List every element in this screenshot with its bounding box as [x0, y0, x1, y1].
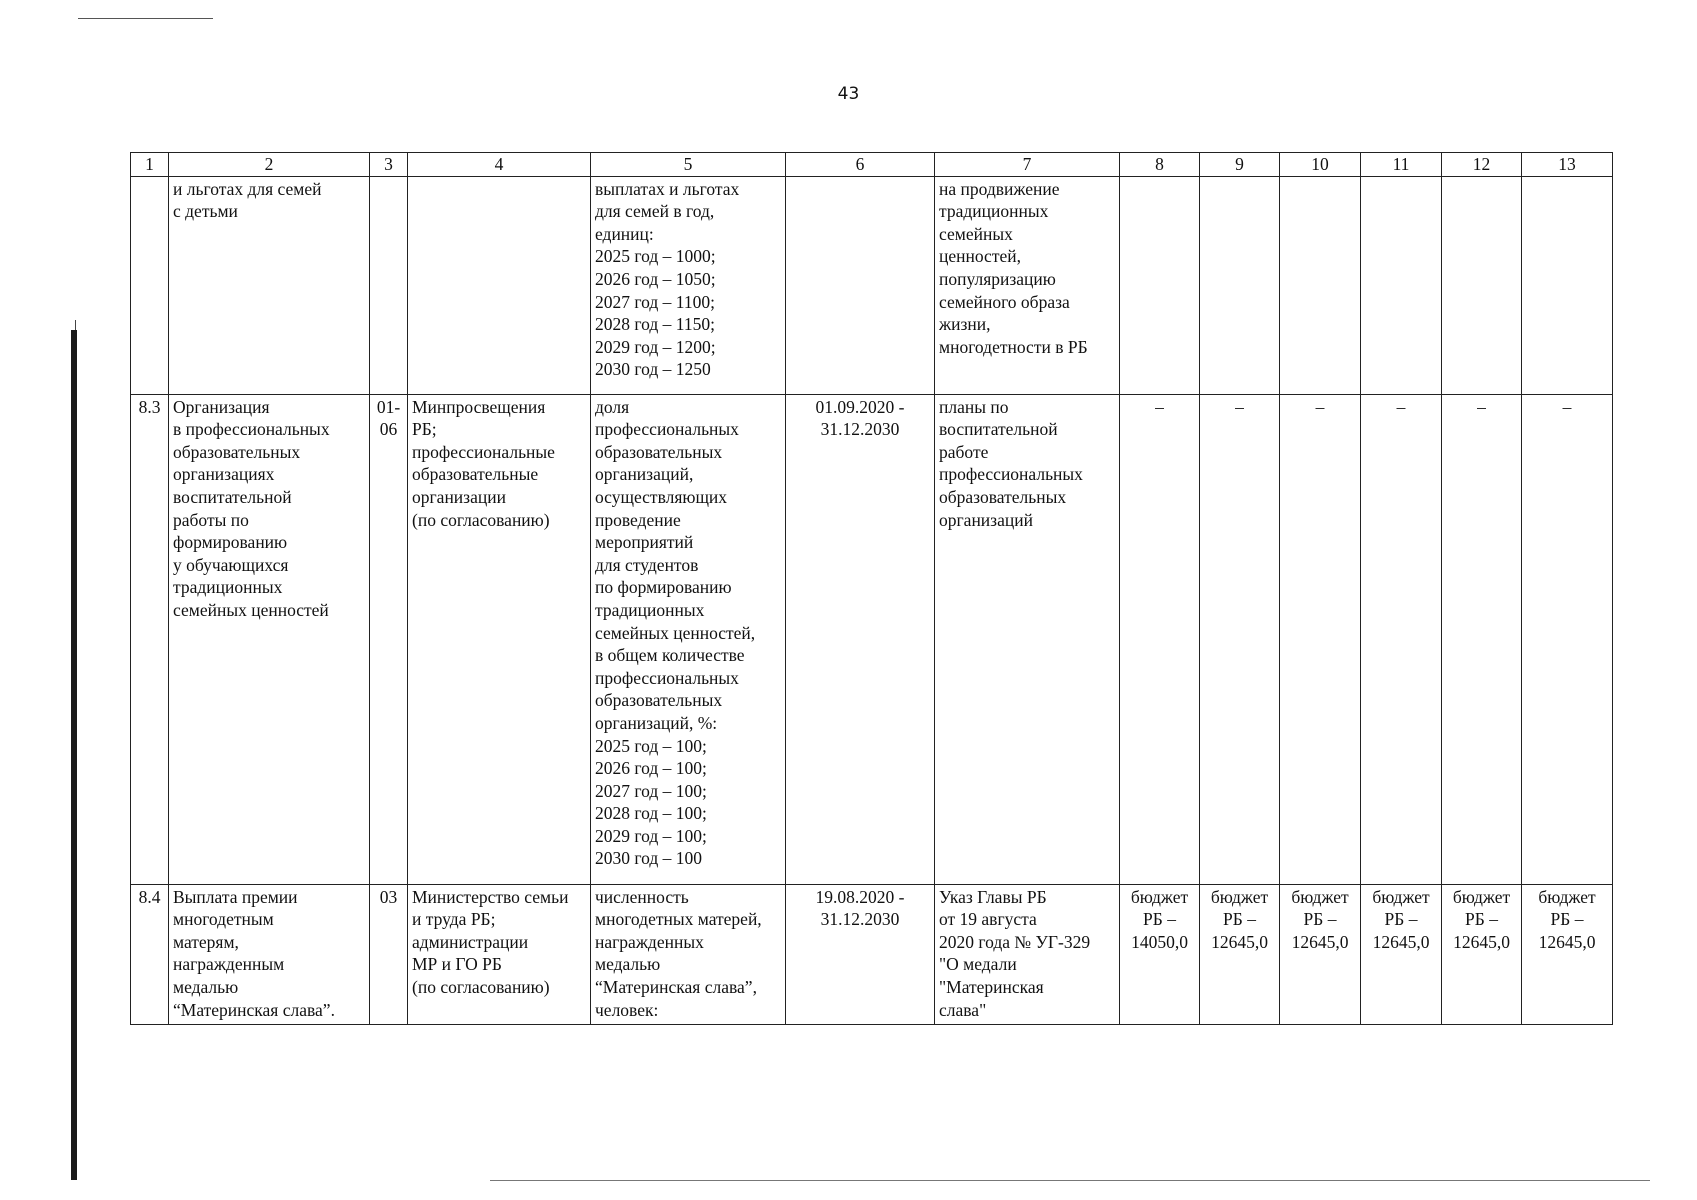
column-header: 11	[1361, 153, 1442, 177]
period: 19.08.2020 - 31.12.2030	[786, 884, 935, 1024]
executor	[408, 176, 591, 394]
expected-result: Указ Главы РБ от 19 августа 2020 года № УГ-329 "О медали "Материнская слава"	[935, 884, 1120, 1024]
period	[786, 176, 935, 394]
funding-cell: –	[1280, 394, 1361, 884]
row-number: 8.4	[131, 884, 169, 1024]
funding-cell: бюджет РБ – 12645,0	[1280, 884, 1361, 1024]
funding-cell	[1361, 176, 1442, 394]
column-header: 9	[1200, 153, 1280, 177]
funding-cell: –	[1442, 394, 1522, 884]
funding-cell: –	[1200, 394, 1280, 884]
funding-cell	[1280, 176, 1361, 394]
column-header: 4	[408, 153, 591, 177]
column-header: 12	[1442, 153, 1522, 177]
task-code	[370, 176, 408, 394]
page-number: 43	[837, 84, 860, 104]
task-code: 03	[370, 884, 408, 1024]
measure-name: и льготах для семей с детьми	[169, 176, 370, 394]
row-number: 8.3	[131, 394, 169, 884]
table-row	[131, 176, 1613, 394]
executor: Минпросвещения РБ; профессиональные образовательные организации (по согласованию)	[408, 394, 591, 884]
funding-cell	[1120, 176, 1200, 394]
column-header: 6	[786, 153, 935, 177]
funding-cell: бюджет РБ – 12645,0	[1200, 884, 1280, 1024]
funding-cell: –	[1361, 394, 1442, 884]
funding-cell	[1522, 176, 1613, 394]
scan-mark-top	[78, 18, 213, 19]
funding-cell: бюджет РБ – 14050,0	[1120, 884, 1200, 1024]
funding-cell	[1200, 176, 1280, 394]
table-row	[131, 884, 1613, 1024]
binder-edge	[71, 330, 77, 1180]
indicator: выплатах и льготах для семей в год, единиц: 2025 год – 1000; 2026 год – 1050; 2027 год – 1100; 2028 год – 1150; 2029 год – 1200; 2030 год – 1250	[591, 176, 786, 394]
column-number-row	[131, 153, 1613, 177]
column-header: 3	[370, 153, 408, 177]
table-row	[131, 394, 1613, 884]
funding-cell: –	[1120, 394, 1200, 884]
funding-cell	[1442, 176, 1522, 394]
measure-name: Выплата премии многодетным матерям, награжденным медалью “Материнская слава”.	[169, 884, 370, 1024]
program-table	[130, 152, 1613, 1025]
row-number	[131, 176, 169, 394]
indicator: доля профессиональных образовательных организаций, осуществляющих проведение мероприятий для студентов по формированию традиционных семейных ценностей, в общем количестве профессиональных образовательных организаций, %: 2025 год – 100; 2026 год – 100; 2027 год – 100; 2028 год – 100; 2029 год – 100; 2030 год – 100	[591, 394, 786, 884]
executor: Министерство семьи и труда РБ; администрации МР и ГО РБ (по согласованию)	[408, 884, 591, 1024]
column-header: 8	[1120, 153, 1200, 177]
column-header: 1	[131, 153, 169, 177]
column-header: 7	[935, 153, 1120, 177]
column-header: 5	[591, 153, 786, 177]
funding-cell: бюджет РБ – 12645,0	[1442, 884, 1522, 1024]
column-header: 2	[169, 153, 370, 177]
task-code: 01- 06	[370, 394, 408, 884]
measure-name: Организация в профессиональных образовательных организациях воспитательной работы по формированию у обучающихся традиционных семейных ценностей	[169, 394, 370, 884]
indicator: численность многодетных матерей, награжденных медалью “Материнская слава”, человек:	[591, 884, 786, 1024]
expected-result: планы по воспитательной работе профессиональных образовательных организаций	[935, 394, 1120, 884]
scan-mark-bottom	[490, 1180, 1650, 1181]
funding-cell: бюджет РБ – 12645,0	[1522, 884, 1613, 1024]
funding-cell: –	[1522, 394, 1613, 884]
column-header: 10	[1280, 153, 1361, 177]
funding-cell: бюджет РБ – 12645,0	[1361, 884, 1442, 1024]
column-header: 13	[1522, 153, 1613, 177]
period: 01.09.2020 - 31.12.2030	[786, 394, 935, 884]
expected-result: на продвижение традиционных семейных ценностей, популяризацию семейного образа жизни, многодетности в РБ	[935, 176, 1120, 394]
